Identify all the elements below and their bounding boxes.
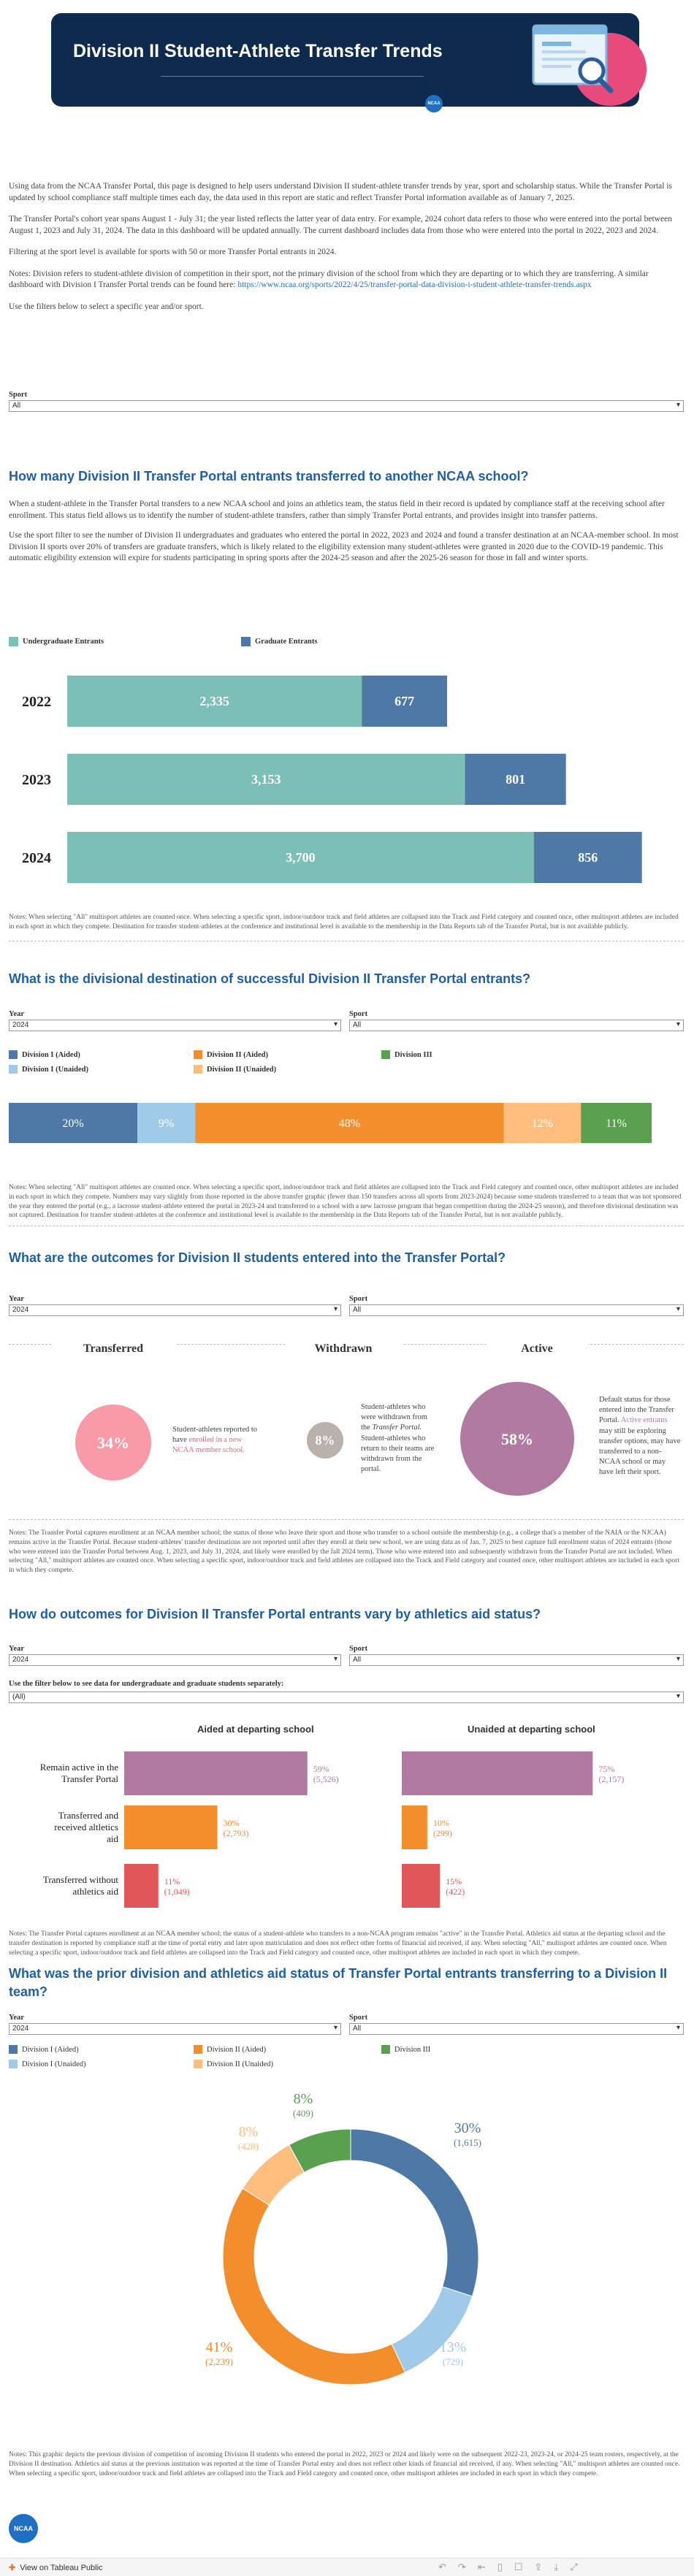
section2-note: Notes: When selecting "All" multisport athletes are counted once. When selecting a specific sport, indoor/outdoor track and field athletes are collapsed into the Track and Field category and counted once, other multisport athletes are included in each sport in which they compete. Numbers may vary slightly from those reported in the above transfer graphic (fewer than 150 transfers across all sports from 2023-2024) because some students transferred to a team that was not sponsored the year they entered the portal (e.g., a lacrosse student-athlete entered the portal in 2023-24 and transferred to a school with a new lacrosse program that began competition during the 2024-25 season), and therefore divisional destination was not captured. Destination for transfer student-athletes at the conference and institutional level is available to the membership in the Data Reports tab of the Transfer Portal, but is not available publicly. <box>9 1184 682 1220</box>
legend-swatch-2 <box>194 1050 202 1059</box>
ncaa-badge-header: NCAA <box>425 95 443 112</box>
legend-swatch-4 <box>381 1050 390 1059</box>
legend-swatch-3 <box>194 1065 202 1074</box>
transferred-description: Student-athletes reported to have enrolled in a new NCAA member school. <box>172 1426 258 1455</box>
intro-paragraph-3: Filtering at the sport level is available for sports with 50 or more Transfer Portal entrants in 2024. <box>9 248 337 257</box>
prior-division-legend <box>9 2045 684 2074</box>
aided-count-2: (1,049) <box>164 1887 190 1897</box>
s5-sport-label: Sport <box>349 2014 368 2022</box>
aid-status-outcomes-chart <box>0 1738 694 1921</box>
section1-paragraph-2: Use the sport filter to see the number of Division II undergraduates and graduates who entered the portal in 2022, 2023 and 2024 and found a transfer destination at an NCAA-member school. In most Division II sports over 20% of transfers are graduate transfers, which is likely related to the eligibility extension many student-athletes were granted in 2020 due to the COVID-19 pandemic. This automatic eligibility extension will expire for students participating in spring sports after the 2024-25 season and after the 2025-26 season for those in fall and winter sports. <box>9 531 679 563</box>
intro-paragraph-5: Use the filters below to select a specific year and/or sport. <box>9 302 204 311</box>
section1-note: Notes: When selecting "All" multisport athletes are counted once. When selecting a specific sport, indoor/outdoor track and field athletes are collapsed into the Track and Field category and counted once, other multisport athletes are included in each sport in which they compete. Destination for transfer student-athletes at the conference and institutional level is available to the membership in the Data Reports tab of the Transfer Portal, but is not available publicly. <box>9 914 679 930</box>
undergraduate-label-2024: 3,700 <box>286 850 316 865</box>
tableau-toolbar <box>0 2558 694 2576</box>
section1-title: How many Division II Transfer Portal entrants transferred to another NCAA school? <box>9 469 529 484</box>
aided-count-0: (5,526) <box>313 1774 339 1784</box>
year-label-2023: 2023 <box>22 772 51 788</box>
legend-item-3: Division II (Unaided) <box>194 2060 273 2068</box>
withdrawn-description: Student-athletes who were withdrawn from the Transfer Portal. Student-athletes who return to their teams are withdrawn from the portal. <box>361 1403 435 1474</box>
fullscreen-icon[interactable]: ⤢ <box>570 2561 578 2572</box>
legend-item-1: Division I (Unaided) <box>9 2060 85 2068</box>
intro-paragraph-4: Notes: Division refers to student-athlete division of competition in their sport, not the primary division of the school from which they are departing or to which they are transferring. A similar dashboard with Division I Transfer Portal trends can be found here: https://www.ncaa.org/sports/2022/4/25/transfer-portal-data-division-i-student-athlete-transfer-trends.aspx <box>9 269 649 290</box>
prior-division-donut-chart <box>0 2074 694 2439</box>
donut-pct-1: 13% <box>439 2339 467 2355</box>
outcome-withdrawn-header: Withdrawn <box>285 1342 402 1356</box>
s4-level-select[interactable]: (All) ▾ <box>9 1692 684 1703</box>
donut-count-3: (428) <box>237 2141 259 2152</box>
legend-swatch-graduate <box>241 637 251 646</box>
unaided-bar-2 <box>402 1864 440 1908</box>
outcome-row-label-2: Transferred without athletics aid <box>42 1874 118 1897</box>
unaided-bar-0 <box>402 1751 592 1795</box>
intro-paragraph-1: Using data from the NCAA Transfer Portal, this page is designed to help users understand Division II student-athlete transfer trends by year, sport and scholarship status. While the Transfer Portal is updated by school compliance staff multiple times each day, the data used in this report are static and reflect Transfer Portal information available as of January 7, 2025. <box>9 182 672 202</box>
year-label-2024: 2024 <box>22 850 51 866</box>
s5-sport-select[interactable]: All ▾ <box>349 2023 684 2035</box>
outcome-transferred-header: Transferred <box>51 1342 175 1356</box>
outcome-label-1: 8% <box>315 1433 335 1448</box>
destination-label-4: 11% <box>606 1117 627 1130</box>
donut-count-2: (2,239) <box>205 2356 233 2367</box>
pause-icon[interactable]: ▯ <box>497 2561 503 2572</box>
legend-swatch-undergraduate <box>9 637 18 646</box>
donut-pct-2: 41% <box>205 2339 233 2355</box>
division-i-dashboard-link[interactable]: https://www.ncaa.org/sports/2022/4/25/transfer-portal-data-division-i-student-athlete-transfer-trends.aspx <box>237 280 592 290</box>
destination-label-0: 20% <box>62 1117 84 1130</box>
s3-sport-label: Sport <box>349 1295 368 1303</box>
s3-sport-select[interactable]: All ▾ <box>349 1304 684 1316</box>
unaided-pct-1: 10% <box>432 1818 449 1828</box>
donut-pct-4: 8% <box>293 2091 313 2107</box>
outcome-label-0: 34% <box>97 1434 129 1452</box>
graduate-label-2023: 801 <box>506 772 526 787</box>
unaided-count-0: (2,157) <box>598 1774 625 1784</box>
unaided-count-2: (422) <box>446 1887 465 1897</box>
legend-item-0: Division I (Aided) <box>9 2045 79 2054</box>
section2-title: What is the divisional destination of successful Division II Transfer Portal entrants? <box>9 971 531 986</box>
undo-icon[interactable]: ↶ <box>438 2561 446 2572</box>
aided-bar-2 <box>124 1864 159 1908</box>
legend-item-0: Division I (Aided) <box>9 1050 80 1059</box>
aided-column-header: Aided at departing school <box>197 1724 314 1735</box>
sport-filter-label: Sport <box>9 391 28 399</box>
legend-item-4: Division III <box>381 1050 432 1059</box>
s4-sport-select[interactable]: All ▾ <box>349 1654 684 1666</box>
s4-filter-label: Use the filter below to see data for undergraduate and graduate students separately: <box>9 1680 284 1688</box>
legend-graduate: Graduate Entrants <box>241 637 317 646</box>
outcomes-bubble-chart <box>0 1358 694 1505</box>
share-icon[interactable]: ⇪ <box>534 2561 543 2572</box>
undergraduate-label-2022: 2,335 <box>199 694 229 708</box>
header-banner <box>51 13 639 124</box>
download-icon[interactable]: ⤓ <box>554 2561 559 2572</box>
legend-item-1: Division I (Unaided) <box>9 1065 88 1074</box>
redo-icon[interactable]: ↷ <box>457 2561 466 2572</box>
legend-undergraduate: Undergraduate Entrants <box>9 637 104 646</box>
legend-swatch-3 <box>194 2060 202 2068</box>
division-legend <box>9 1050 684 1079</box>
section4-note: Notes: The Transfer Portal captures enrollment at an NCAA member school; the status of a student-athlete who transfers to a non-NCAA program remains "active" in the Transfer Portal. Athletics aid status at the departing school and the transfer destination is reported by compliance staff at the time of portal entry and later upon matriculation and does not reflect other forms of financial aid received, if any. When selecting "All," multisport athletes are counted once. When selecting a specific sport, indoor/outdoor track and field athletes are collapsed into the Track and Field category and counted once, other multisport athletes are included in each sport in which they compete. <box>9 1930 667 1957</box>
s2-year-label: Year <box>9 1010 24 1018</box>
section5-title: What was the prior division and athletics aid status of Transfer Portal entrants transferring to a Division II team? <box>9 1966 668 2000</box>
unaided-pct-2: 15% <box>446 1876 462 1887</box>
section1-paragraph-1: When a student-athlete in the Transfer Portal transfers to a new NCAA school and joins an athletics team, the status field in their record is updated by compliance staff at the receiving school after enrollment. This status field allows us to identify the number of student-athlete transfers, rather than simply Transfer Portal entrants, and provides insight into transfer patterns. <box>9 500 665 520</box>
aided-pct-0: 59% <box>313 1764 329 1774</box>
unaided-count-1: (299) <box>432 1828 452 1838</box>
unaided-pct-0: 75% <box>598 1764 615 1774</box>
legend-swatch-1 <box>9 1065 18 1074</box>
outcome-row-label-0: Remain active in the Transfer Portal <box>39 1762 118 1784</box>
sport-filter-select[interactable]: All ▾ <box>9 400 684 412</box>
destination-label-3: 12% <box>531 1117 554 1130</box>
s4-year-label: Year <box>9 1645 24 1653</box>
destination-label-1: 9% <box>158 1117 175 1130</box>
year-label-2022: 2022 <box>22 694 51 710</box>
s4-sport-label: Sport <box>349 1645 368 1653</box>
donut-pct-3: 8% <box>238 2124 259 2140</box>
transfers-by-year-chart <box>0 654 694 895</box>
aided-pct-1: 30% <box>223 1818 240 1828</box>
aided-pct-2: 11% <box>164 1876 180 1887</box>
tableau-icon: ✚ <box>9 2564 16 2572</box>
legend-swatch-1 <box>9 2060 18 2068</box>
unaided-column-header: Unaided at departing school <box>468 1724 595 1735</box>
section3-title: What are the outcomes for Division II students entered into the Transfer Portal? <box>9 1250 506 1265</box>
legend-swatch-2 <box>194 2045 202 2054</box>
donut-count-4: (409) <box>292 2108 314 2119</box>
destination-label-2: 48% <box>338 1117 361 1130</box>
legend-swatch-4 <box>381 2045 390 2054</box>
ncaa-footer-logo: NCAA <box>9 2514 38 2543</box>
donut-slice-0 <box>351 2129 478 2296</box>
donut-slice-2 <box>223 2188 405 2385</box>
active-description: Default status for those entered into the Transfer Portal. Active entrants may still be exploring transfer options, may have transferred to a non-NCAA school or may have left their sport. <box>599 1396 681 1477</box>
s2-year-select[interactable]: 2024 ▾ <box>9 1020 341 1031</box>
graduate-label-2024: 856 <box>578 850 598 865</box>
s3-year-select[interactable]: 2024 ▾ <box>9 1304 341 1316</box>
legend-item-2: Division II (Aided) <box>194 1050 268 1059</box>
s2-sport-select[interactable]: All ▾ <box>349 1020 684 1031</box>
intro-paragraph-2: The Transfer Portal's cohort year spans August 1 - July 31; the year listed reflects the latter year of data entry. For example, 2024 cohort data refers to those who were entered into the portal between August 1, 2023 and July 31, 2024. The data in this dashboard will be updated annually. The current dashboard includes data from those who were entered into the portal in 2022, 2023 and 2024. <box>9 215 672 235</box>
graduate-label-2022: 677 <box>394 694 415 708</box>
unaided-bar-1 <box>402 1805 427 1849</box>
outcome-label-2: 58% <box>501 1430 533 1448</box>
aided-count-1: (2,793) <box>223 1828 249 1838</box>
page-title: Division II Student-Athlete Transfer Trends <box>73 41 443 61</box>
view-on-tableau-link[interactable]: ✚ View on Tableau Public <box>9 2563 103 2572</box>
s5-year-select[interactable]: 2024 ▾ <box>9 2023 341 2035</box>
legend-item-4: Division III <box>381 2045 430 2054</box>
legend-item-2: Division II (Aided) <box>194 2045 266 2054</box>
section5-note: Notes: This graphic depicts the previous division of competition of incoming Division II students who entered the portal in 2022, 2023 or 2024 and likely were on the subsequent 2022-23, 2023-24, or 2024-25 team rosters, respectively, at the Division II destination. Athletics aid status at the previous institution was reported at the time of Transfer Portal entry and does not reflect other kinds of financial aid received, if any. When selecting "All," multisport athletes are counted once. When selecting a specific sport, indoor/outdoor track and field athletes are collapsed into the Track and Field category and counted once, other multisport athletes are included in each sport in which they compete. <box>9 2451 680 2477</box>
s2-sport-label: Sport <box>349 1010 368 1018</box>
illustration-icon <box>504 17 636 104</box>
donut-count-0: (1,615) <box>454 2137 481 2148</box>
comment-icon[interactable]: ☐ <box>514 2561 523 2572</box>
outcome-active-header: Active <box>486 1342 588 1356</box>
donut-count-1: (729) <box>442 2356 464 2367</box>
s3-year-label: Year <box>9 1295 24 1303</box>
s4-year-select[interactable]: 2024 ▾ <box>9 1654 341 1666</box>
aided-bar-1 <box>124 1805 218 1849</box>
page-subtitle: AN EXAMINATION OF NCAA TRANSFER PORTAL DATA <box>150 115 357 124</box>
section3-note: Notes: The Transfer Portal captures enrollment at an NCAA member school; the status of those who leave their sport and those who transfer to a school outside the membership (e.g., a college that's a member of the NAIA or the NJCAA) remains active in the Transfer Portal. Because student-athletes' transfer destinations are not reported until after they enroll at their new school, we are using data as of Jan. 7, 2025 to best capture full enrollment status of 2024 entrants (those who were entered into the Transfer Portal between Aug. 1, 2023, and July 31, 2024, and likely were enrolled by the fall 2024 term). Those who were entered into and subsequently withdrawn from the Transfer Portal are not included. When selecting "All," multisport athletes are counted once. When selecting a specific sport, indoor/outdoor track and field athletes are collapsed into the Track and Field category and counted once, other multisport athletes are included in each sport in which they compete. <box>9 1529 679 1575</box>
section4-title: How do outcomes for Division II Transfer Portal entrants vary by athletics aid status? <box>9 1607 541 1621</box>
legend-item-3: Division II (Unaided) <box>194 1065 276 1074</box>
divisional-destination-chart <box>0 1103 694 1147</box>
s5-year-label: Year <box>9 2014 24 2022</box>
donut-pct-0: 30% <box>454 2120 481 2136</box>
legend-swatch-0 <box>9 2045 18 2054</box>
legend-swatch-0 <box>9 1050 18 1059</box>
outcome-row-label-1: Transferred and received altletics aid <box>54 1810 118 1844</box>
title-underline <box>161 76 424 77</box>
aided-bar-0 <box>124 1751 308 1795</box>
revert-icon[interactable]: ⇤ <box>477 2561 486 2572</box>
undergraduate-label-2023: 3,153 <box>251 772 281 787</box>
